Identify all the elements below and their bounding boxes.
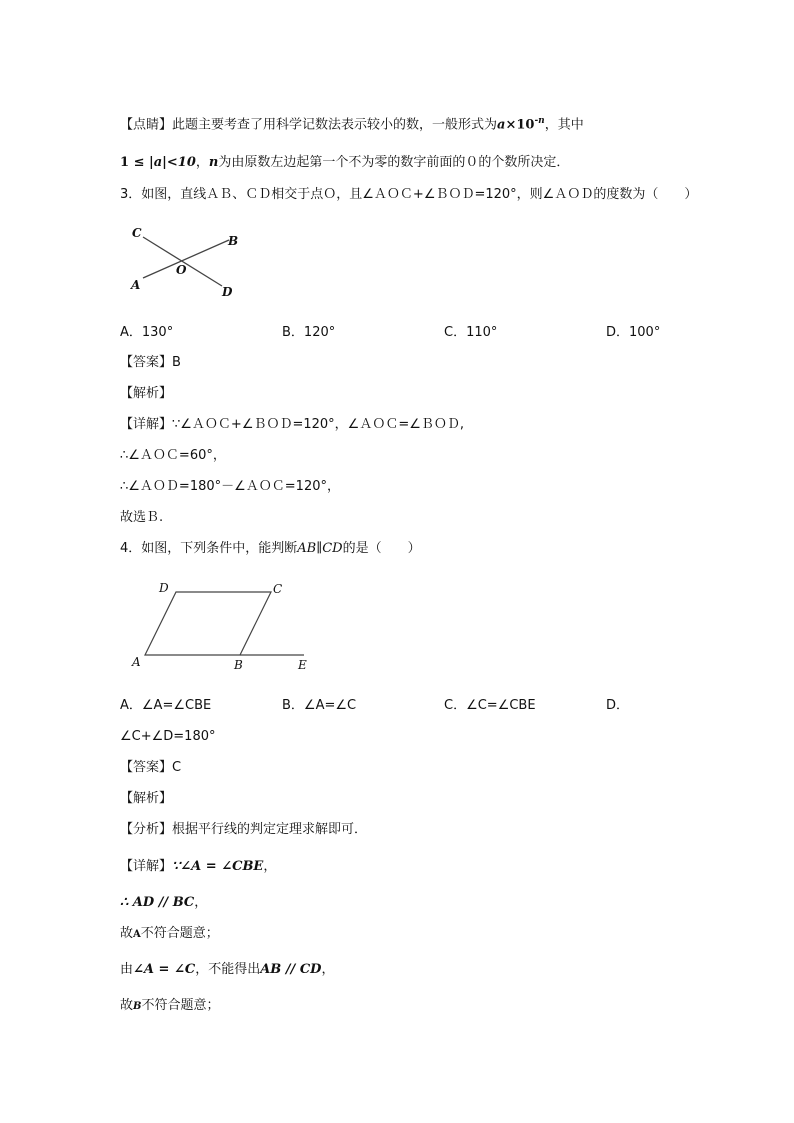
q4-step4-mid: ，不能得出 bbox=[195, 962, 261, 977]
q3-conclusion: 故选Ｂ. bbox=[120, 510, 164, 525]
q4-step-5 bbox=[120, 997, 219, 1016]
formula-exponent: -n bbox=[534, 116, 545, 126]
q4-figure bbox=[128, 576, 318, 676]
line-cd bbox=[143, 237, 222, 286]
q4-step5-pre: 故 bbox=[120, 998, 134, 1013]
label-e: E bbox=[298, 658, 307, 672]
q4-step4-math2: AB // CD bbox=[260, 962, 322, 977]
q3-detail-1: 【详解】∵∠ＡＯＣ+∠ＢＯＤ=120°，∠ＡＯＣ=∠ＢＯＤ, bbox=[120, 417, 465, 432]
q4-step4-math1: ∠A = ∠C bbox=[133, 962, 196, 977]
q4-step-4 bbox=[120, 961, 334, 979]
dianjing-tail: 为由原数左边起第一个不为零的数字前面的０的个数所决定． bbox=[218, 155, 570, 170]
q3-option-b: B．120° bbox=[282, 325, 336, 340]
q4-step2-comma: ， bbox=[194, 895, 208, 910]
q4-option-d-cont: ∠C+∠D=180° bbox=[120, 729, 216, 744]
dianjing-line bbox=[120, 112, 584, 134]
q4-detail-math: ∵∠A = ∠CBE bbox=[172, 859, 264, 874]
label-d: D bbox=[222, 285, 233, 299]
formula-comma: ， bbox=[195, 155, 209, 170]
dianjing-line-2: 1 ≤ |a|<10，n为由原数左边起第一个不为零的数字前面的０的个数所决定． bbox=[120, 155, 570, 170]
label-b: B bbox=[234, 658, 243, 672]
q4-stem-post: 的是（ ） bbox=[342, 541, 421, 556]
q4-detail-comma: ， bbox=[263, 859, 277, 874]
q3-answer: 【答案】B bbox=[120, 355, 181, 370]
q4-step4-comma: ， bbox=[321, 962, 335, 977]
q3-detail-2: ∴∠ＡＯＣ=60°， bbox=[120, 448, 226, 463]
q3-figure bbox=[126, 222, 246, 302]
q4-step3-post: 不符合题意； bbox=[140, 926, 219, 941]
label-c: C bbox=[273, 582, 283, 596]
q3-option-a: A．130° bbox=[120, 325, 174, 340]
q4-jiexi: 【解析】 bbox=[120, 791, 173, 806]
q3-jiexi: 【解析】 bbox=[120, 386, 173, 401]
label-d: D bbox=[159, 581, 169, 595]
q4-step3-pre: 故 bbox=[120, 926, 134, 941]
dianjing-text: 【点睛】此题主要考查了用科学记数法表示较小的数，一般形式为 bbox=[120, 117, 498, 133]
q4-step2-math: ∴ AD // BC bbox=[120, 895, 195, 910]
parallelogram-abcd bbox=[145, 592, 271, 655]
label-c: C bbox=[132, 226, 142, 240]
q4-step4-pre: 由 bbox=[120, 962, 134, 977]
q4-stem-pre: 4．如图，下列条件中，能判断 bbox=[120, 541, 298, 556]
q4-option-b: B．∠A=∠C bbox=[282, 698, 357, 713]
q4-stem-math: AB∥CD bbox=[297, 541, 343, 556]
q4-fenxi: 【分析】根据平行线的判定定理求解即可． bbox=[120, 822, 368, 837]
q4-option-a: A．∠A=∠CBE bbox=[120, 698, 212, 713]
formula-n: n bbox=[208, 155, 219, 170]
q3-option-d: D．100° bbox=[606, 325, 661, 340]
q4-option-c: C．∠C=∠CBE bbox=[444, 698, 536, 713]
q3-option-c: C．110° bbox=[444, 325, 498, 340]
label-o: O bbox=[176, 263, 187, 277]
q3-stem: 3．如图，直线ＡＢ、ＣＤ相交于点Ｏ，且∠ＡＯＣ+∠ＢＯＤ=120°，则∠ＡＯＤ的度数为（ ） bbox=[120, 187, 698, 202]
label-b: B bbox=[228, 234, 239, 248]
formula-power: ×10 bbox=[505, 117, 535, 133]
q4-step3-letter: A bbox=[133, 929, 141, 940]
label-a: A bbox=[131, 278, 141, 292]
q4-detail bbox=[120, 858, 276, 876]
q4-step-2 bbox=[120, 894, 207, 912]
formula-a: a bbox=[497, 117, 506, 133]
q4-option-d: D． bbox=[606, 698, 630, 713]
q4-stem bbox=[120, 540, 421, 558]
q4-answer: 【答案】C bbox=[120, 760, 182, 775]
formula-abs-a: |a|<10 bbox=[149, 155, 196, 170]
q4-detail-label: 【详解】 bbox=[120, 859, 173, 874]
q4-step5-letter: B bbox=[133, 1001, 142, 1012]
q4-step5-post: 不符合题意； bbox=[141, 998, 220, 1013]
formula-one: 1 bbox=[120, 155, 130, 170]
q3-detail-3: ∴∠ＡＯＤ=180°－∠ＡＯＣ=120°， bbox=[120, 479, 340, 494]
label-a: A bbox=[132, 655, 141, 669]
dianjing-suffix: ，其中 bbox=[544, 117, 584, 133]
q4-step-3 bbox=[120, 925, 219, 944]
